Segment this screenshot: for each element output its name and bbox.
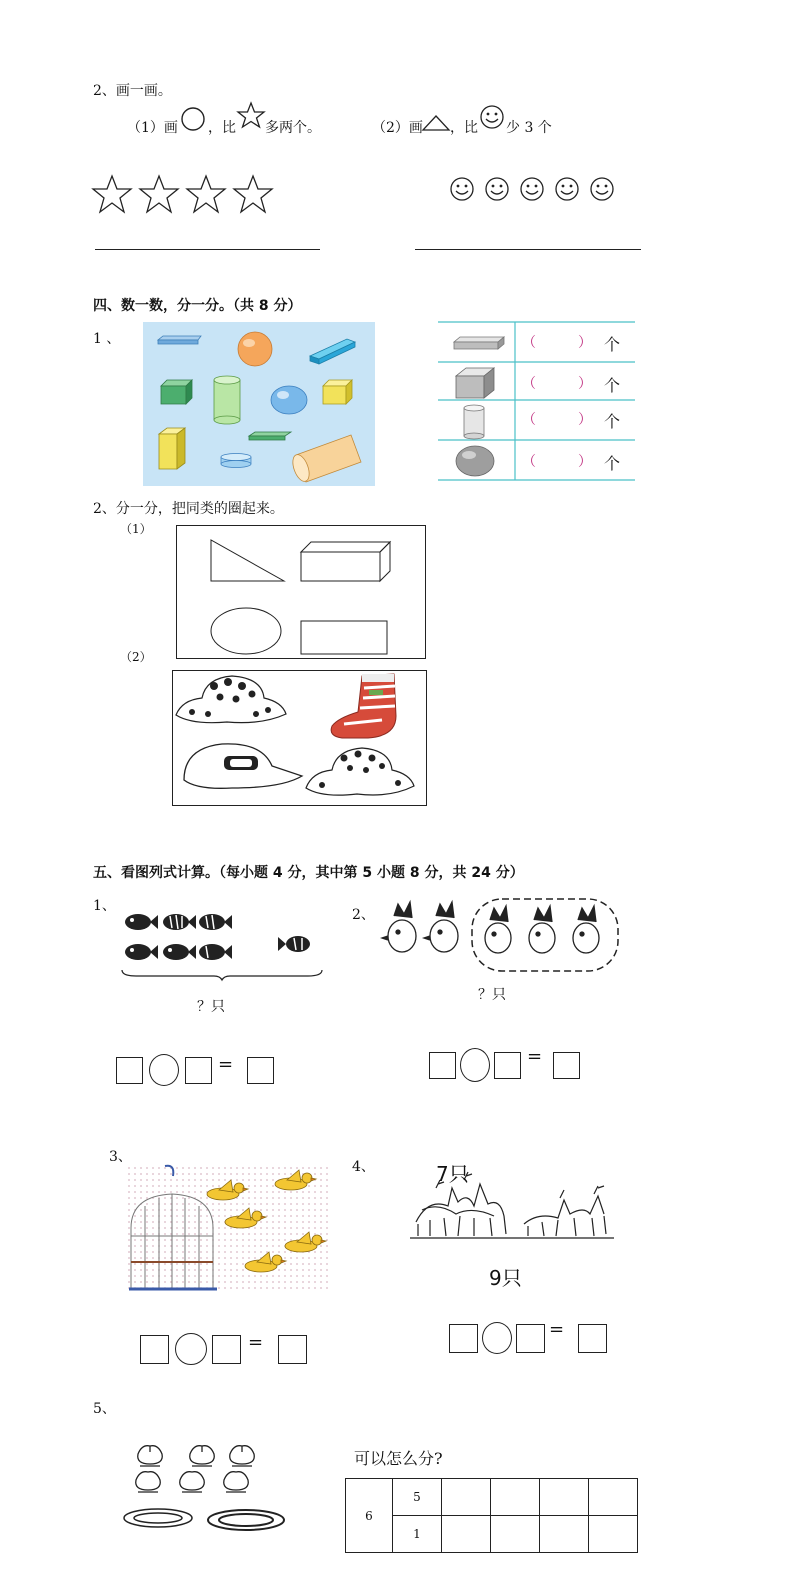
- count-row-4-unit: 个: [604, 454, 621, 473]
- peach-icon: [136, 1472, 161, 1492]
- cylinder-icon: [464, 405, 484, 439]
- star-icon: [140, 176, 178, 212]
- smiley-icon: [486, 178, 508, 200]
- smiley-icon: [479, 104, 505, 130]
- draw-question-title: 2、画一画。: [93, 83, 172, 99]
- count-row-4-close: ）: [578, 454, 592, 470]
- chick-icon: [529, 906, 555, 953]
- answer-line-circles[interactable]: [95, 249, 320, 250]
- fish-icon: [163, 944, 196, 960]
- section4-q2-label: 2、分一分，把同类的圈起来。: [93, 501, 284, 517]
- section4-q1-label: 1 、: [93, 331, 121, 347]
- count-row-4-open: （: [522, 454, 536, 470]
- cuboid-icon: [454, 337, 504, 349]
- split-blank[interactable]: [540, 1479, 589, 1516]
- peach-icon: [230, 1446, 255, 1466]
- p3-answer-box-1[interactable]: [140, 1335, 169, 1364]
- p4-answer-box-3[interactable]: [578, 1324, 607, 1353]
- p4-operator-circle[interactable]: [482, 1322, 512, 1354]
- count-row-3-unit: 个: [604, 412, 621, 431]
- count-row-3-open: （: [522, 412, 536, 428]
- plane-solid-shapes-box[interactable]: [176, 525, 426, 659]
- p1-answer-box-1[interactable]: [116, 1057, 143, 1084]
- answer-line-triangles[interactable]: [415, 249, 641, 250]
- sphere-icon: [456, 446, 494, 476]
- split-blank[interactable]: [589, 1479, 638, 1516]
- p4-top-label: 7只: [436, 1162, 469, 1186]
- star-icon: [93, 176, 131, 212]
- circle-icon: [180, 106, 206, 132]
- clothing-items-box[interactable]: [172, 670, 427, 806]
- smiley-icon: [591, 178, 613, 200]
- count-row-2-blank[interactable]: [540, 371, 580, 391]
- split-total-cell: [346, 1479, 393, 1553]
- p3-answer-box-2[interactable]: [212, 1335, 241, 1364]
- p2-question: ？只: [478, 987, 506, 1003]
- chick-icon: [382, 902, 416, 952]
- count-row-1-close: ）: [578, 335, 592, 351]
- draw-part2-suffix: 少 3 个: [506, 120, 552, 136]
- solid-shapes-scene: [143, 322, 375, 486]
- p4-label: 4、: [352, 1159, 375, 1175]
- brace: [122, 970, 322, 980]
- cube-icon: [456, 368, 494, 398]
- split-blank[interactable]: [442, 1516, 491, 1553]
- split-row-2-label-cell: [393, 1516, 442, 1553]
- p2-answer-box-2[interactable]: [494, 1052, 521, 1079]
- plate-icon: [208, 1510, 284, 1530]
- p2-answer-box-3[interactable]: [553, 1052, 580, 1079]
- stars-row: [90, 174, 280, 216]
- chick-icon: [485, 906, 511, 953]
- peach-icon: [138, 1446, 163, 1466]
- draw-part1-prefix: （1）画: [127, 120, 178, 136]
- p3-equals: =: [248, 1332, 264, 1353]
- p3-answer-box-3[interactable]: [278, 1335, 307, 1364]
- split-blank[interactable]: [491, 1516, 540, 1553]
- count-row-2-open: （: [522, 376, 536, 392]
- section4-q2-sub2: （2）: [120, 650, 152, 664]
- fish-icon: [278, 936, 310, 952]
- p1-operator-circle[interactable]: [149, 1054, 179, 1086]
- p2-equals: =: [527, 1046, 543, 1067]
- peach-icon: [224, 1472, 249, 1492]
- draw-part2-prefix: （2）画: [372, 120, 423, 136]
- split-blank[interactable]: [589, 1516, 638, 1553]
- star-icon: [187, 176, 225, 212]
- p1-question: ？只: [197, 999, 225, 1015]
- p2-label: 2、: [352, 907, 375, 923]
- fish-icon: [199, 914, 232, 930]
- chick-icon: [573, 906, 599, 953]
- peaches-plates-picture: [122, 1442, 290, 1538]
- split-blank[interactable]: [491, 1479, 540, 1516]
- fish-icon: [125, 944, 158, 960]
- count-row-4-blank[interactable]: [540, 449, 580, 469]
- p5-label: 5、: [93, 1401, 116, 1417]
- section5-heading: 五、看图列式计算。（每小题 4 分，其中第 5 小题 8 分，共 24 分）: [93, 865, 524, 881]
- star-icon: [234, 176, 272, 212]
- split-row-1-label-cell: [393, 1479, 442, 1516]
- star-outline-icon: [237, 101, 265, 129]
- p5-question: 可以怎么分?: [354, 1449, 443, 1468]
- p4-answer-box-1[interactable]: [449, 1324, 478, 1353]
- smileys-row: [448, 175, 624, 205]
- count-row-3-blank[interactable]: [540, 407, 580, 427]
- draw-part2-mid: ，比: [450, 120, 478, 136]
- fish-icon: [163, 914, 196, 930]
- p3-label: 3、: [109, 1149, 132, 1165]
- split-total: 6: [365, 1508, 373, 1523]
- draw-part1-suffix: 多两个。: [265, 120, 321, 136]
- p4-equals: =: [549, 1319, 565, 1340]
- draw-part1-mid: ，比: [208, 120, 236, 136]
- chick-icon: [424, 902, 458, 952]
- section4-heading: 四、数一数，分一分。（共 8 分）: [93, 298, 302, 314]
- count-row-1-unit: 个: [604, 335, 621, 354]
- split-blank[interactable]: [540, 1516, 589, 1553]
- count-row-1-open: （: [522, 335, 536, 351]
- p1-label: 1、: [93, 898, 116, 914]
- p1-answer-box-3[interactable]: [247, 1057, 274, 1084]
- split-row-1-label: 5: [413, 1490, 421, 1504]
- p2-answer-box-1[interactable]: [429, 1052, 456, 1079]
- birdcage-picture: [127, 1166, 329, 1292]
- split-table: [345, 1478, 638, 1553]
- split-row-2-label: 1: [413, 1527, 421, 1541]
- fish-picture: [116, 908, 328, 980]
- p4-answer-box-2[interactable]: [516, 1324, 545, 1353]
- split-blank[interactable]: [442, 1479, 491, 1516]
- peach-icon: [180, 1472, 205, 1492]
- peach-icon: [190, 1446, 215, 1466]
- plate-icon: [124, 1509, 192, 1527]
- smiley-icon: [451, 178, 473, 200]
- p2-operator-circle[interactable]: [460, 1048, 490, 1082]
- smiley-icon: [521, 178, 543, 200]
- p4-bottom-label: 9只: [489, 1266, 522, 1290]
- p1-equals: =: [218, 1054, 234, 1075]
- p1-answer-box-2[interactable]: [185, 1057, 212, 1084]
- section4-q2-sub1: （1）: [120, 522, 152, 536]
- p3-operator-circle[interactable]: [175, 1333, 207, 1365]
- count-row-2-close: ）: [578, 376, 592, 392]
- triangle-outline-icon: [422, 115, 450, 131]
- count-row-1-blank[interactable]: [540, 330, 580, 350]
- chicks-picture: [380, 896, 625, 976]
- count-row-3-close: ）: [578, 412, 592, 428]
- fish-icon: [125, 914, 158, 930]
- fish-icon: [199, 944, 232, 960]
- count-row-2-unit: 个: [604, 376, 621, 395]
- smiley-icon: [556, 178, 578, 200]
